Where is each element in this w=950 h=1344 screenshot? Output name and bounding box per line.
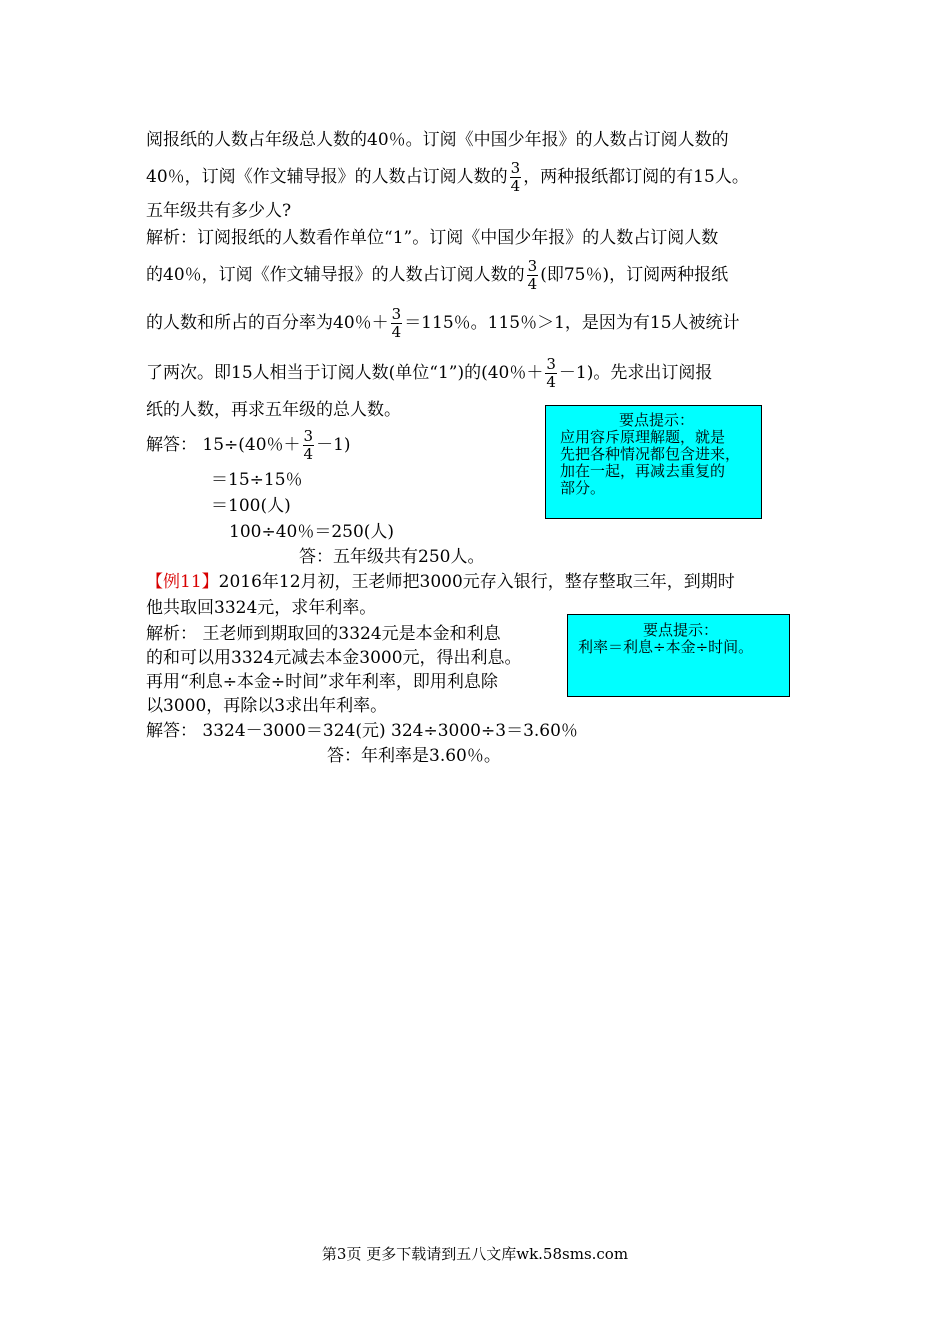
fraction-numerator: 3: [391, 305, 402, 323]
page-footer: 第3页 更多下载请到五八文库wk.58sms.com: [321, 1245, 629, 1263]
hint-line: 部分。: [560, 479, 606, 497]
answer-line: 100÷40％＝250(人): [229, 522, 395, 542]
hint-box: [567, 614, 790, 697]
fraction-numerator: 3: [510, 159, 521, 177]
fraction-numerator: 3: [546, 355, 556, 373]
hint-line: 先把各种情况都包含进来，: [560, 445, 741, 463]
answer-line: ＝15÷15％: [211, 470, 303, 490]
hint-line: 利率＝利息÷本金÷时间。: [578, 638, 754, 656]
text-line: [146, 258, 728, 293]
fraction: [303, 428, 315, 463]
answer-line: [146, 428, 351, 463]
fraction-denominator: 4: [510, 177, 521, 195]
fraction-denominator: 4: [527, 275, 538, 293]
text-line: 解答： 3324－3000＝324(元) 324÷3000÷3＝3.60％: [146, 721, 578, 741]
text-line: 解析：订阅报纸的人数看作单位“1”。订阅《中国少年报》的人数占订阅人数: [146, 228, 719, 248]
hint-box: [545, 405, 762, 519]
text-line: 再用“利息÷本金÷时间”求年利率，即用利息除: [146, 672, 498, 692]
fraction-denominator: 4: [303, 445, 314, 463]
fraction-denominator: 4: [391, 323, 402, 341]
text-line: 以3000，再除以3求出年利率。: [146, 696, 388, 716]
text-segment: －1): [316, 435, 351, 455]
text-segment: (即75％)，订阅两种报纸: [540, 265, 729, 285]
text-segment: －1)。先求出订阅报: [558, 363, 713, 383]
answer-conclusion: 答：五年级共有250人。: [299, 547, 485, 567]
hint-line: 应用容斥原理解题，就是: [560, 428, 726, 446]
answer-conclusion: 答：年利率是3.60％。: [327, 746, 501, 766]
fraction: [545, 356, 557, 391]
hint-title: 要点提示：: [642, 621, 718, 639]
text-line: 阅报纸的人数占年级总人数的40％。订阅《中国少年报》的人数占订阅人数的: [146, 130, 729, 150]
text-segment: 的40％，订阅《作文辅导报》的人数占订阅人数的: [146, 265, 525, 285]
fraction-denominator: 4: [546, 373, 556, 391]
hint-line: 加在一起，再减去重复的: [560, 462, 726, 480]
text-line: 的和可以用3324元减去本金3000元，得出利息。: [146, 648, 522, 668]
text-line: 解析： 王老师到期取回的3324元是本金和利息: [146, 624, 501, 644]
fraction-numerator: 3: [303, 427, 314, 445]
text-line: [146, 160, 749, 195]
hint-title: 要点提示：: [618, 411, 694, 429]
example-tag: 【例11】: [146, 572, 219, 592]
text-line: 五年级共有多少人?: [146, 201, 292, 221]
text-segment: ＝115％。115％＞1，是因为有15人被统计: [404, 313, 740, 333]
text-segment: ，两种报纸都订阅的有15人。: [523, 167, 749, 187]
text-segment: 的人数和所占的百分率为40％＋: [146, 313, 389, 333]
fraction: [510, 160, 522, 195]
example-line: [146, 570, 735, 594]
fraction: [391, 306, 403, 341]
fraction: [527, 258, 539, 293]
text-line: 他共取回3324元，求年利率。: [146, 598, 377, 618]
text-line: [146, 356, 712, 391]
text-segment: 2016年12月初，王老师把3000元存入银行，整存整取三年，到期时: [218, 572, 735, 592]
answer-line: ＝100(人): [211, 496, 291, 516]
text-segment: 了两次。即15人相当于订阅人数(单位“1”)的(40％＋: [146, 363, 544, 383]
text-line: 纸的人数，再求五年级的总人数。: [146, 400, 401, 420]
text-segment: 40％，订阅《作文辅导报》的人数占订阅人数的: [146, 167, 508, 187]
fraction-numerator: 3: [527, 257, 538, 275]
text-segment: 解答： 15÷(40％＋: [146, 435, 301, 455]
text-line: [146, 306, 740, 341]
